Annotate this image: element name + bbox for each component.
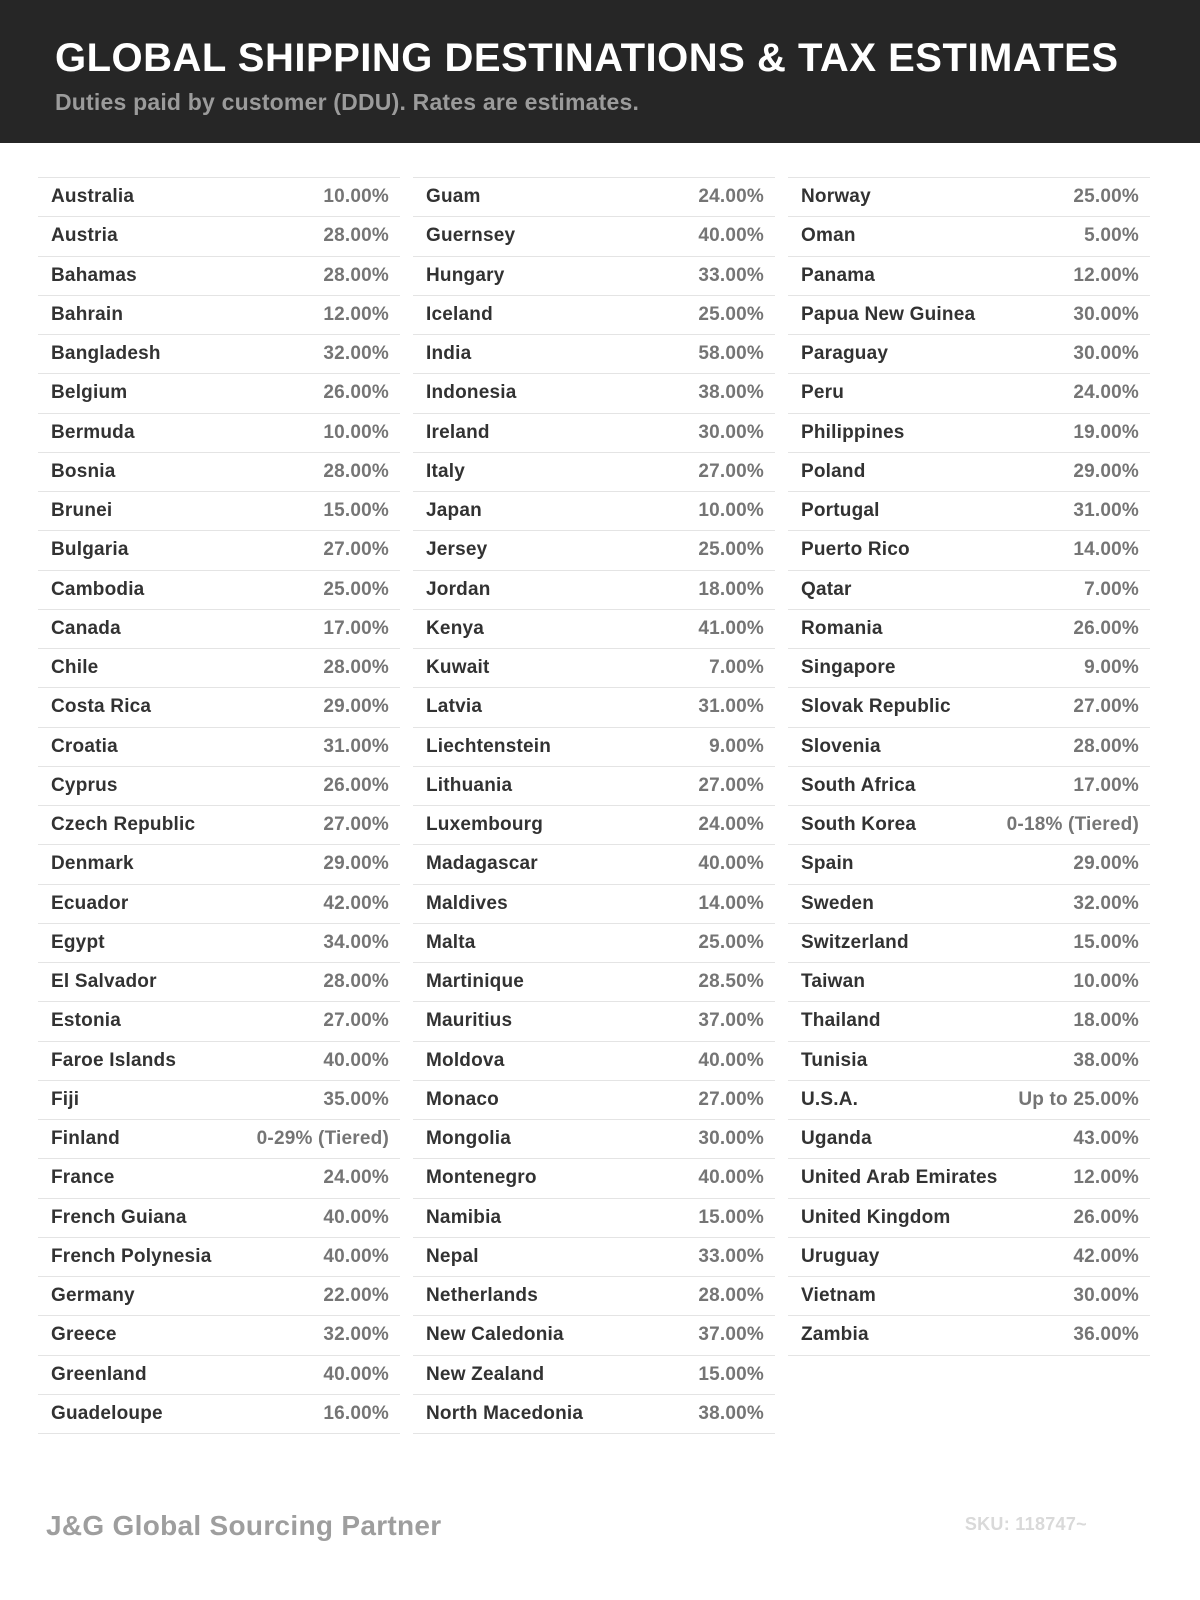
- tax-rate-value: 32.00%: [323, 1324, 389, 1346]
- tax-rate-value: 26.00%: [323, 774, 389, 796]
- table-row: [38, 1355, 400, 1394]
- country-label: Montenegro: [426, 1167, 537, 1189]
- country-label: Peru: [801, 382, 845, 404]
- country-label: Bahrain: [51, 303, 124, 325]
- table-row: [788, 530, 1150, 569]
- country-label: Chile: [51, 657, 99, 679]
- tax-rate-value: 28.00%: [323, 264, 389, 286]
- tax-rate-value: 28.00%: [1073, 735, 1139, 757]
- country-label: Guernsey: [426, 225, 516, 247]
- tax-rate-value: 15.00%: [323, 500, 389, 522]
- tax-rate-value: 27.00%: [698, 774, 764, 796]
- table-row: [413, 1001, 775, 1040]
- sku-label: SKU: 118747~: [964, 1514, 1087, 1534]
- tax-rate-value: 24.00%: [698, 814, 764, 836]
- table-row: [413, 1237, 775, 1276]
- country-label: Norway: [801, 186, 871, 208]
- tax-rate-value: 7.00%: [1084, 578, 1139, 600]
- tax-rate-value: 25.00%: [698, 931, 764, 953]
- tax-rate-value: 22.00%: [323, 1285, 389, 1307]
- tax-rate-value: 35.00%: [323, 1088, 389, 1110]
- table-row: [413, 256, 775, 295]
- tax-rate-value: 29.00%: [1073, 460, 1139, 482]
- table-row: [413, 530, 775, 569]
- tax-rate-value: 40.00%: [698, 1167, 764, 1189]
- table-row: [38, 1237, 400, 1276]
- table-row: [38, 884, 400, 923]
- tax-rate-value: 27.00%: [698, 1088, 764, 1110]
- country-label: Uruguay: [801, 1245, 880, 1267]
- country-label: Zambia: [801, 1324, 869, 1346]
- tax-rate-value: 0-29% (Tiered): [256, 1128, 389, 1150]
- table-row: [38, 1041, 400, 1080]
- table-row: [38, 962, 400, 1001]
- country-label: India: [426, 343, 472, 365]
- tax-rate-value: Up to 25.00%: [1018, 1088, 1139, 1110]
- tax-rate-value: 27.00%: [1073, 696, 1139, 718]
- country-label: Slovak Republic: [801, 696, 951, 718]
- country-label: Vietnam: [801, 1285, 876, 1307]
- country-label: Panama: [801, 264, 876, 286]
- country-label: Belgium: [51, 382, 128, 404]
- table-row: [413, 1394, 775, 1433]
- country-label: Sweden: [801, 892, 874, 914]
- country-label: Martinique: [426, 971, 525, 993]
- country-label: Madagascar: [426, 853, 538, 875]
- country-label: Tunisia: [801, 1049, 868, 1071]
- tax-rate-value: 37.00%: [698, 1010, 764, 1032]
- country-label: Uganda: [801, 1128, 872, 1150]
- tax-rate-value: 29.00%: [1073, 853, 1139, 875]
- table-row: [413, 923, 775, 962]
- tax-rate-value: 12.00%: [1073, 264, 1139, 286]
- tax-rate-value: 40.00%: [323, 1206, 389, 1228]
- tax-rate-value: 33.00%: [698, 1245, 764, 1267]
- table-row: [788, 1041, 1150, 1080]
- country-label: United Arab Emirates: [801, 1167, 998, 1189]
- table-row: [38, 1276, 400, 1315]
- country-label: South Korea: [801, 814, 917, 836]
- table-row: [788, 256, 1150, 295]
- tax-rate-value: 12.00%: [323, 303, 389, 325]
- brand-name: J&G Global Sourcing Partner: [46, 1510, 442, 1541]
- table-row: [413, 1198, 775, 1237]
- table-row: [413, 844, 775, 883]
- table-row: [788, 687, 1150, 726]
- table-row: [38, 766, 400, 805]
- table-row: [38, 923, 400, 962]
- country-label: Czech Republic: [51, 814, 196, 836]
- country-label: Costa Rica: [51, 696, 152, 718]
- country-label: Lithuania: [426, 774, 513, 796]
- country-label: Austria: [51, 225, 118, 247]
- country-label: Germany: [51, 1285, 135, 1307]
- table-row: [38, 1119, 400, 1158]
- table-row: [413, 1315, 775, 1354]
- table-row: [413, 1158, 775, 1197]
- table-row: [413, 766, 775, 805]
- table-row: [38, 1001, 400, 1040]
- table-row: [413, 1276, 775, 1315]
- table-row: [413, 962, 775, 1001]
- tax-rate-value: 30.00%: [698, 1128, 764, 1150]
- country-label: Luxembourg: [426, 814, 544, 836]
- table-row: [788, 648, 1150, 687]
- tax-rate-value: 25.00%: [698, 539, 764, 561]
- country-label: Slovenia: [801, 735, 881, 757]
- table-row: [788, 373, 1150, 412]
- country-label: North Macedonia: [426, 1402, 584, 1424]
- table-row: [38, 530, 400, 569]
- tax-rate-value: 18.00%: [698, 578, 764, 600]
- country-label: Spain: [801, 853, 854, 875]
- country-label: Namibia: [426, 1206, 502, 1228]
- country-label: Jersey: [426, 539, 488, 561]
- tax-rate-value: 26.00%: [323, 382, 389, 404]
- table-row: [38, 648, 400, 687]
- country-label: Bangladesh: [51, 343, 161, 365]
- tax-rate-value: 28.00%: [698, 1285, 764, 1307]
- table-row: [788, 491, 1150, 530]
- tax-rate-value: 30.00%: [698, 421, 764, 443]
- tax-rate-value: 38.00%: [1073, 1049, 1139, 1071]
- table-row: [788, 295, 1150, 334]
- table-row: [788, 1237, 1150, 1276]
- tax-rate-value: 38.00%: [698, 1402, 764, 1424]
- tax-rate-value: 24.00%: [323, 1167, 389, 1189]
- table-row: [413, 452, 775, 491]
- country-label: Kenya: [426, 617, 485, 639]
- country-label: Italy: [426, 460, 466, 482]
- table-row: [38, 1158, 400, 1197]
- table-row: [413, 334, 775, 373]
- tax-rate-value: 10.00%: [323, 421, 389, 443]
- table-row: [413, 570, 775, 609]
- table-row: [38, 491, 400, 530]
- table-row: [413, 884, 775, 923]
- tax-rate-value: 14.00%: [1073, 539, 1139, 561]
- tax-rate-value: 41.00%: [698, 617, 764, 639]
- tax-rate-value: 27.00%: [698, 460, 764, 482]
- tax-rate-value: 31.00%: [323, 735, 389, 757]
- table-row: [413, 727, 775, 766]
- tax-rate-value: 29.00%: [323, 853, 389, 875]
- country-label: Papua New Guinea: [801, 303, 976, 325]
- tax-rate-value: 32.00%: [323, 343, 389, 365]
- table-row: [38, 570, 400, 609]
- country-label: Kuwait: [426, 657, 490, 679]
- table-row: [413, 1041, 775, 1080]
- tax-rate-value: 18.00%: [1073, 1010, 1139, 1032]
- country-label: Cyprus: [51, 774, 118, 796]
- tax-rate-value: 28.00%: [323, 460, 389, 482]
- country-label: Brunei: [51, 500, 113, 522]
- table-row: [413, 805, 775, 844]
- country-label: Cambodia: [51, 578, 145, 600]
- tax-rate-value: 9.00%: [1084, 657, 1139, 679]
- tax-rate-value: 25.00%: [323, 578, 389, 600]
- tax-rate-value: 31.00%: [698, 696, 764, 718]
- country-label: Switzerland: [801, 931, 909, 953]
- table-row: [413, 1080, 775, 1119]
- tax-rate-value: 43.00%: [1073, 1128, 1139, 1150]
- tax-rate-value: 17.00%: [1073, 774, 1139, 796]
- tax-rate-value: 38.00%: [698, 382, 764, 404]
- country-label: Paraguay: [801, 343, 889, 365]
- tax-rates-table: [38, 177, 1150, 1434]
- table-row: [413, 177, 775, 216]
- table-row: [38, 413, 400, 452]
- table-row: [788, 570, 1150, 609]
- tax-rate-value: 16.00%: [323, 1402, 389, 1424]
- table-column-2: [413, 177, 775, 1434]
- tax-rate-value: 30.00%: [1073, 343, 1139, 365]
- tax-rate-value: 27.00%: [323, 1010, 389, 1032]
- table-row: [788, 609, 1150, 648]
- table-row: [788, 334, 1150, 373]
- tax-rate-value: 28.00%: [323, 225, 389, 247]
- tax-rate-value: 26.00%: [1073, 617, 1139, 639]
- country-label: El Salvador: [51, 971, 157, 993]
- tax-rate-value: 40.00%: [698, 853, 764, 875]
- country-label: New Zealand: [426, 1363, 545, 1385]
- country-label: Estonia: [51, 1010, 122, 1032]
- table-row: [788, 1080, 1150, 1119]
- tax-rate-value: 30.00%: [1073, 303, 1139, 325]
- table-row: [38, 844, 400, 883]
- country-label: Faroe Islands: [51, 1049, 177, 1071]
- tax-rate-value: 10.00%: [323, 186, 389, 208]
- country-label: Philippines: [801, 421, 905, 443]
- tax-rate-value: 12.00%: [1073, 1167, 1139, 1189]
- country-label: Bulgaria: [51, 539, 129, 561]
- tax-rate-value: 27.00%: [323, 814, 389, 836]
- country-label: Denmark: [51, 853, 134, 875]
- tax-rate-value: 29.00%: [323, 696, 389, 718]
- country-label: Taiwan: [801, 971, 866, 993]
- table-row: [38, 1080, 400, 1119]
- tax-rate-value: 19.00%: [1073, 421, 1139, 443]
- tax-rate-value: 15.00%: [698, 1206, 764, 1228]
- country-label: Greenland: [51, 1363, 147, 1385]
- tax-rate-value: 24.00%: [1073, 382, 1139, 404]
- tax-rate-value: 10.00%: [698, 500, 764, 522]
- table-column-3: [788, 177, 1150, 1356]
- table-row: [38, 216, 400, 255]
- tax-rate-value: 15.00%: [698, 1363, 764, 1385]
- header-banner: [0, 0, 1200, 143]
- table-row: [413, 1355, 775, 1394]
- tax-rate-value: 7.00%: [709, 657, 764, 679]
- country-label: Monaco: [426, 1088, 499, 1110]
- table-row: [788, 766, 1150, 805]
- country-label: Jordan: [426, 578, 491, 600]
- tax-rate-value: 28.50%: [698, 971, 764, 993]
- tax-rate-value: 9.00%: [709, 735, 764, 757]
- table-row: [413, 413, 775, 452]
- tax-rate-value: 40.00%: [698, 1049, 764, 1071]
- country-label: Malta: [426, 931, 476, 953]
- table-row: [38, 334, 400, 373]
- table-row: [38, 805, 400, 844]
- table-row: [413, 216, 775, 255]
- country-label: Greece: [51, 1324, 117, 1346]
- tax-rate-value: 40.00%: [323, 1363, 389, 1385]
- table-row: [788, 1315, 1150, 1354]
- tax-rate-value: 25.00%: [1073, 186, 1139, 208]
- country-label: Finland: [51, 1128, 120, 1150]
- tax-rate-value: 28.00%: [323, 657, 389, 679]
- tax-rate-value: 28.00%: [323, 971, 389, 993]
- table-row: [788, 805, 1150, 844]
- country-label: Thailand: [801, 1010, 881, 1032]
- tax-rate-value: 40.00%: [698, 225, 764, 247]
- table-row: [38, 256, 400, 295]
- country-label: Liechtenstein: [426, 735, 552, 757]
- table-row: [38, 687, 400, 726]
- tax-rate-value: 32.00%: [1073, 892, 1139, 914]
- country-label: Australia: [51, 186, 135, 208]
- table-row: [788, 1001, 1150, 1040]
- tax-rate-value: 40.00%: [323, 1245, 389, 1267]
- country-label: Guam: [426, 186, 481, 208]
- country-label: Netherlands: [426, 1285, 539, 1307]
- table-row: [38, 177, 400, 216]
- country-label: French Polynesia: [51, 1245, 212, 1267]
- table-row: [38, 295, 400, 334]
- table-row: [38, 1198, 400, 1237]
- country-label: Hungary: [426, 264, 505, 286]
- country-label: Indonesia: [426, 382, 517, 404]
- table-row: [788, 452, 1150, 491]
- tax-rate-value: 24.00%: [698, 186, 764, 208]
- country-label: Iceland: [426, 303, 493, 325]
- table-row: [788, 1158, 1150, 1197]
- country-label: United Kingdom: [801, 1206, 951, 1228]
- table-row: [413, 491, 775, 530]
- tax-rate-value: 17.00%: [323, 617, 389, 639]
- country-label: Bosnia: [51, 460, 116, 482]
- table-row: [788, 1119, 1150, 1158]
- tax-rate-value: 0-18% (Tiered): [1006, 814, 1139, 836]
- table-row: [788, 1276, 1150, 1315]
- table-row: [38, 1315, 400, 1354]
- table-row: [413, 295, 775, 334]
- tax-rate-value: 40.00%: [323, 1049, 389, 1071]
- tax-rate-value: 33.00%: [698, 264, 764, 286]
- page-subtitle: Duties paid by customer (DDU). Rates are estimates.: [55, 89, 640, 115]
- tax-rate-value: 30.00%: [1073, 1285, 1139, 1307]
- country-label: U.S.A.: [801, 1088, 859, 1110]
- tax-rate-value: 5.00%: [1084, 225, 1139, 247]
- table-row: [38, 609, 400, 648]
- table-row: [413, 609, 775, 648]
- country-label: French Guiana: [51, 1206, 187, 1228]
- table-row: [788, 884, 1150, 923]
- country-label: Croatia: [51, 735, 118, 757]
- table-row: [38, 452, 400, 491]
- table-row: [788, 177, 1150, 216]
- table-row: [38, 727, 400, 766]
- country-label: Ireland: [426, 421, 490, 443]
- country-label: Moldova: [426, 1049, 505, 1071]
- country-label: Poland: [801, 460, 866, 482]
- tax-rate-value: 10.00%: [1073, 971, 1139, 993]
- country-label: Maldives: [426, 892, 508, 914]
- country-label: France: [51, 1167, 115, 1189]
- tax-rate-value: 37.00%: [698, 1324, 764, 1346]
- table-row: [788, 216, 1150, 255]
- table-row: [788, 844, 1150, 883]
- tax-rate-value: 42.00%: [323, 892, 389, 914]
- table-column-1: [38, 177, 400, 1434]
- tax-rate-value: 58.00%: [698, 343, 764, 365]
- table-row: [413, 1119, 775, 1158]
- country-label: Puerto Rico: [801, 539, 910, 561]
- table-row: [788, 1198, 1150, 1237]
- tax-rate-value: 34.00%: [323, 931, 389, 953]
- country-label: South Africa: [801, 774, 916, 796]
- country-label: Bermuda: [51, 421, 135, 443]
- table-row: [413, 373, 775, 412]
- country-label: Portugal: [801, 500, 880, 522]
- country-label: Japan: [426, 500, 482, 522]
- table-row: [788, 727, 1150, 766]
- country-label: Egypt: [51, 931, 105, 953]
- tax-rate-value: 26.00%: [1073, 1206, 1139, 1228]
- country-label: Romania: [801, 617, 883, 639]
- page-title: GLOBAL SHIPPING DESTINATIONS & TAX ESTIMATES: [55, 36, 1119, 80]
- table-row: [413, 648, 775, 687]
- tax-rate-value: 15.00%: [1073, 931, 1139, 953]
- country-label: Nepal: [426, 1245, 479, 1267]
- country-label: Fiji: [51, 1088, 80, 1110]
- country-label: New Caledonia: [426, 1324, 564, 1346]
- country-label: Mongolia: [426, 1128, 511, 1150]
- tax-rate-value: 14.00%: [698, 892, 764, 914]
- country-label: Qatar: [801, 578, 852, 600]
- country-label: Latvia: [426, 696, 483, 718]
- country-label: Canada: [51, 617, 121, 639]
- country-label: Ecuador: [51, 892, 129, 914]
- country-label: Bahamas: [51, 264, 137, 286]
- country-label: Guadeloupe: [51, 1402, 163, 1424]
- table-row: [788, 962, 1150, 1001]
- table-row: [788, 413, 1150, 452]
- tax-rate-value: 36.00%: [1073, 1324, 1139, 1346]
- country-label: Oman: [801, 225, 856, 247]
- country-label: Mauritius: [426, 1010, 513, 1032]
- table-row: [413, 687, 775, 726]
- tax-rate-value: 25.00%: [698, 303, 764, 325]
- table-row: [38, 373, 400, 412]
- tax-rate-value: 31.00%: [1073, 500, 1139, 522]
- tax-rate-value: 27.00%: [323, 539, 389, 561]
- country-label: Singapore: [801, 657, 896, 679]
- table-row: [38, 1394, 400, 1433]
- table-row: [788, 923, 1150, 962]
- tax-rate-value: 42.00%: [1073, 1245, 1139, 1267]
